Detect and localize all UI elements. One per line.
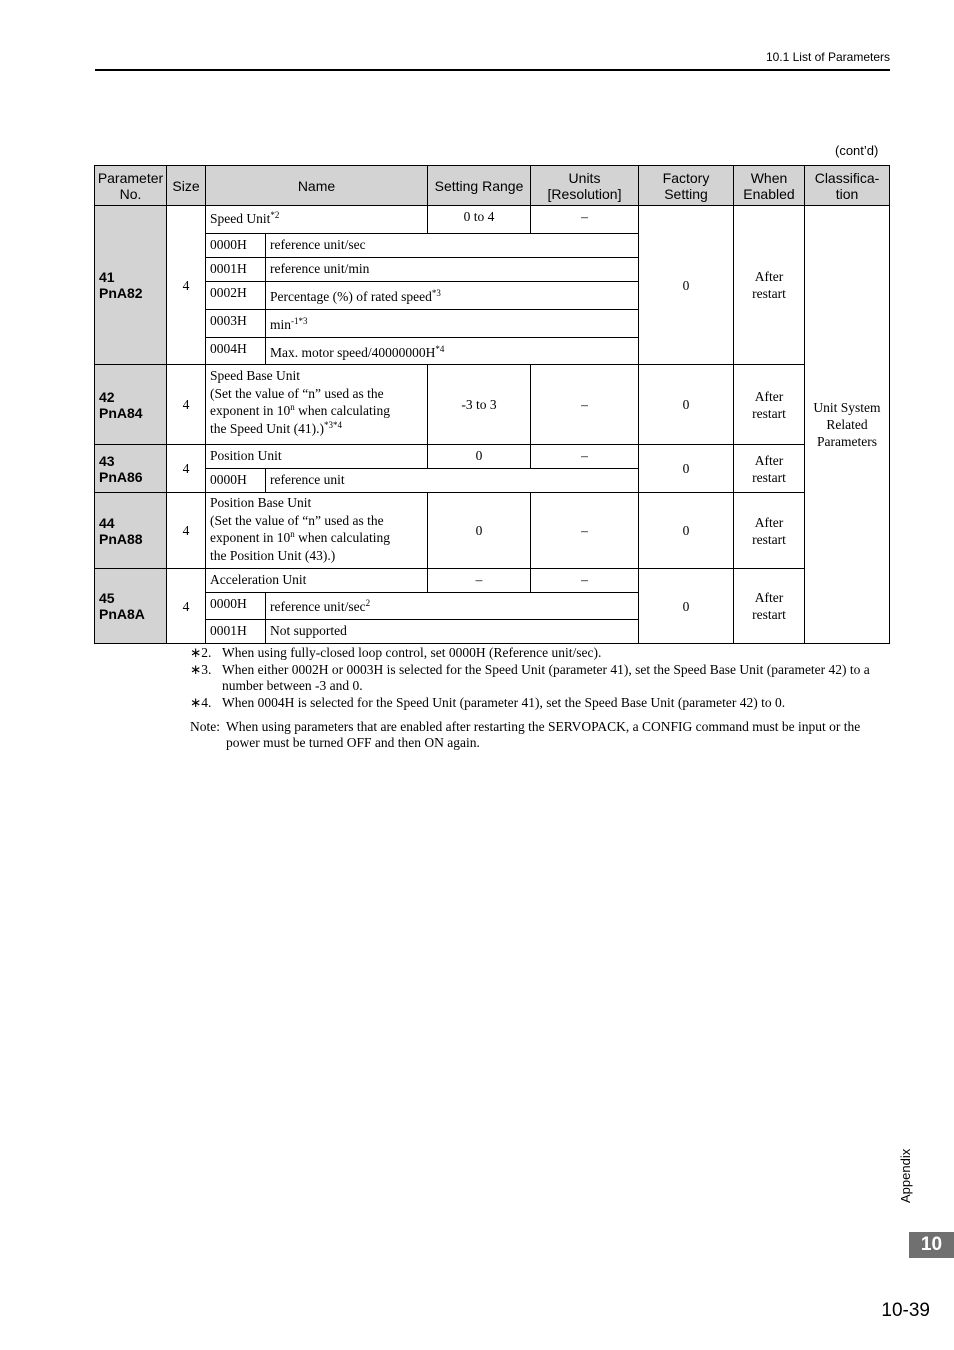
param-number: 42 bbox=[99, 388, 115, 405]
classification-line: Unit System bbox=[813, 400, 881, 415]
when-line: After bbox=[754, 514, 784, 530]
option-code-text: 0000H bbox=[210, 472, 247, 487]
size-43 bbox=[166, 444, 206, 493]
note-mark: Note: bbox=[190, 719, 220, 734]
name-line bbox=[210, 529, 427, 547]
chapter-tab: 10 bbox=[909, 1232, 954, 1258]
param-code: PnA86 bbox=[99, 468, 143, 485]
units-44 bbox=[530, 492, 639, 569]
option-code-text: 0004H bbox=[210, 341, 247, 356]
name-text: the Speed Unit (41).) bbox=[210, 420, 324, 436]
name-line: the Position Unit (43).) bbox=[210, 547, 336, 563]
option-desc bbox=[265, 233, 639, 258]
option-code bbox=[205, 309, 266, 338]
header-rule bbox=[95, 69, 890, 71]
col-header-size bbox=[166, 165, 206, 206]
option-desc bbox=[265, 468, 639, 493]
option-desc-text: reference unit/sec bbox=[270, 599, 366, 614]
option-desc bbox=[265, 257, 639, 282]
footnote-4 bbox=[190, 695, 890, 711]
factory-value: 0 bbox=[682, 523, 690, 538]
footnote-mark: ∗3. bbox=[190, 662, 212, 677]
footnote-ref: *4 bbox=[435, 344, 445, 354]
when-line: restart bbox=[752, 469, 786, 485]
range-value: 0 bbox=[475, 448, 483, 463]
name-text: exponent in 10 bbox=[210, 403, 291, 418]
size-value: 4 bbox=[182, 397, 190, 412]
name-line bbox=[210, 402, 427, 420]
footnote-text: When either 0002H or 0003H is selected for the Speed Unit (parameter 41), set the Speed Base Unit (parameter 42) to a number between -3 and 0. bbox=[222, 662, 870, 693]
col-header-line: Setting Range bbox=[434, 177, 524, 194]
when-41 bbox=[733, 205, 805, 365]
units-value: – bbox=[581, 572, 588, 587]
factory-42 bbox=[638, 364, 734, 445]
size-45 bbox=[166, 568, 206, 644]
size-value: 4 bbox=[182, 461, 190, 476]
exponent: 2 bbox=[365, 598, 371, 608]
range-43 bbox=[427, 444, 531, 469]
units-value: – bbox=[581, 397, 588, 412]
when-line: After bbox=[754, 590, 784, 605]
when-42 bbox=[733, 364, 805, 445]
range-41 bbox=[427, 205, 531, 234]
footnote-2 bbox=[190, 645, 890, 661]
param-code: PnA88 bbox=[99, 530, 143, 547]
size-value: 4 bbox=[182, 523, 190, 538]
classification-line: Parameters bbox=[817, 434, 877, 449]
name-41 bbox=[205, 205, 428, 234]
factory-value: 0 bbox=[682, 598, 690, 614]
name-42 bbox=[205, 364, 428, 445]
option-desc bbox=[265, 337, 639, 365]
col-header-when-enabled bbox=[733, 165, 805, 206]
when-line: restart bbox=[752, 405, 786, 421]
option-code bbox=[205, 281, 266, 310]
name-line: Position Base Unit bbox=[210, 495, 312, 510]
param-no-42 bbox=[94, 364, 167, 445]
units-value: – bbox=[581, 523, 588, 538]
name-text: exponent in 10 bbox=[210, 530, 291, 545]
col-header-line: tion bbox=[835, 185, 859, 202]
footnote-ref: -1*3 bbox=[291, 316, 308, 326]
param-code: PnA84 bbox=[99, 404, 143, 421]
range-value: 0 to 4 bbox=[463, 209, 495, 224]
option-code bbox=[205, 468, 266, 493]
col-header-line: Units bbox=[568, 169, 601, 186]
option-code bbox=[205, 619, 266, 644]
col-header-line: No. bbox=[119, 185, 142, 202]
continued-label: (cont’d) bbox=[835, 143, 879, 158]
name-line: (Set the value of “n” used as the bbox=[210, 385, 384, 401]
factory-45 bbox=[638, 568, 734, 644]
option-code-text: 0001H bbox=[210, 623, 247, 638]
name-43 bbox=[205, 444, 428, 469]
option-desc bbox=[265, 592, 639, 620]
units-42 bbox=[530, 364, 639, 445]
when-line: restart bbox=[752, 286, 786, 301]
option-code bbox=[205, 233, 266, 258]
param-code: PnA82 bbox=[99, 285, 143, 301]
name-line: Speed Base Unit bbox=[210, 368, 300, 383]
when-line: After bbox=[754, 269, 784, 284]
col-header-line: [Resolution] bbox=[547, 185, 622, 202]
size-42 bbox=[166, 364, 206, 445]
size-41 bbox=[166, 205, 206, 365]
when-45 bbox=[733, 568, 805, 644]
option-desc bbox=[265, 309, 639, 338]
option-desc bbox=[265, 619, 639, 644]
param-number: 43 bbox=[99, 452, 115, 469]
footnote-ref: *3*4 bbox=[323, 419, 342, 430]
range-value: – bbox=[475, 572, 483, 587]
param-name: Speed Unit bbox=[210, 211, 271, 226]
units-value: – bbox=[581, 209, 588, 224]
option-desc-text: Percentage (%) of rated speed bbox=[270, 289, 432, 304]
factory-41 bbox=[638, 205, 734, 365]
param-no-43 bbox=[94, 444, 167, 493]
range-45 bbox=[427, 568, 531, 593]
param-code: PnA8A bbox=[99, 606, 145, 622]
col-header-line: Classifica- bbox=[814, 169, 880, 186]
col-header-param-no bbox=[94, 165, 167, 206]
param-no-45 bbox=[94, 568, 167, 644]
option-desc-text: reference unit/min bbox=[270, 261, 370, 276]
param-number: 45 bbox=[99, 590, 115, 606]
units-41 bbox=[530, 205, 639, 234]
factory-value: 0 bbox=[682, 461, 690, 476]
option-code-text: 0000H bbox=[210, 237, 247, 252]
col-header-line: Enabled bbox=[743, 185, 795, 202]
name-line bbox=[210, 420, 427, 438]
param-number: 41 bbox=[99, 269, 115, 285]
name-text: when calculating bbox=[294, 403, 390, 418]
col-header-line: Name bbox=[297, 177, 336, 194]
col-header-line: Setting bbox=[664, 185, 708, 202]
units-value: – bbox=[581, 448, 588, 463]
when-line: After bbox=[754, 388, 784, 404]
col-header-units bbox=[530, 165, 639, 206]
col-header-setting-range bbox=[427, 165, 531, 206]
option-desc bbox=[265, 281, 639, 310]
name-text: when calculating bbox=[294, 530, 390, 545]
option-code bbox=[205, 592, 266, 620]
footnote-3 bbox=[190, 662, 890, 694]
exponent: n bbox=[290, 529, 295, 539]
col-header-name bbox=[205, 165, 428, 206]
col-header-line: Size bbox=[172, 177, 200, 194]
when-44 bbox=[733, 492, 805, 569]
col-header-factory-setting bbox=[638, 165, 734, 206]
option-desc-text: min bbox=[270, 317, 292, 332]
note bbox=[190, 719, 890, 751]
when-43 bbox=[733, 444, 805, 493]
size-44 bbox=[166, 492, 206, 569]
parameter-table bbox=[94, 165, 890, 644]
when-line: After bbox=[754, 452, 784, 468]
range-value: -3 to 3 bbox=[461, 397, 497, 412]
footnote-text: When using fully-closed loop control, set 0000H (Reference unit/sec). bbox=[222, 645, 602, 660]
factory-44 bbox=[638, 492, 734, 569]
size-value: 4 bbox=[182, 277, 190, 293]
name-line: (Set the value of “n” used as the bbox=[210, 512, 384, 528]
option-code-text: 0000H bbox=[210, 596, 247, 611]
range-value: 0 bbox=[475, 523, 483, 538]
footnote-mark: ∗2. bbox=[190, 645, 212, 660]
running-header: 10.1 List of Parameters bbox=[765, 50, 890, 64]
note-text: When using parameters that are enabled after restarting the SERVOPACK, a CONFIG command must be input or the power must be turned OFF and then ON again. bbox=[226, 719, 861, 750]
factory-value: 0 bbox=[682, 397, 690, 412]
col-header-line: Factory bbox=[662, 169, 710, 186]
param-number: 44 bbox=[99, 514, 115, 531]
option-code bbox=[205, 257, 266, 282]
col-header-classification bbox=[804, 165, 890, 206]
col-header-line: When bbox=[750, 169, 788, 186]
footnotes bbox=[190, 645, 890, 751]
col-header-line: Parameter bbox=[97, 169, 164, 186]
param-name: Acceleration Unit bbox=[210, 572, 307, 587]
exponent: n bbox=[290, 402, 295, 412]
name-45 bbox=[205, 568, 428, 593]
size-value: 4 bbox=[182, 598, 190, 614]
footnote-text: When 0004H is selected for the Speed Unit (parameter 41), set the Speed Base Unit (parameter 42) to 0. bbox=[222, 695, 786, 710]
factory-value: 0 bbox=[682, 277, 690, 293]
footnote-ref: *2 bbox=[270, 210, 280, 220]
option-code-text: 0003H bbox=[210, 313, 247, 328]
factory-43 bbox=[638, 444, 734, 493]
option-desc-text: Max. motor speed/40000000H bbox=[270, 345, 436, 360]
when-line: restart bbox=[752, 531, 786, 547]
option-code-text: 0001H bbox=[210, 261, 247, 276]
option-desc-text: reference unit bbox=[270, 472, 345, 487]
classification-cell bbox=[804, 205, 890, 644]
classification-line: Related bbox=[826, 417, 868, 432]
param-name: Position Unit bbox=[210, 448, 282, 463]
param-no-44 bbox=[94, 492, 167, 569]
param-no-41 bbox=[94, 205, 167, 365]
range-42 bbox=[427, 364, 531, 445]
option-code-text: 0002H bbox=[210, 285, 247, 300]
footnote-ref: *3 bbox=[431, 288, 441, 298]
units-43 bbox=[530, 444, 639, 469]
when-line: restart bbox=[752, 607, 786, 622]
appendix-side-label: Appendix bbox=[898, 1148, 913, 1203]
name-44 bbox=[205, 492, 428, 569]
footnote-mark: ∗4. bbox=[190, 695, 212, 710]
units-45 bbox=[530, 568, 639, 593]
option-desc-text: reference unit/sec bbox=[270, 237, 366, 252]
option-code bbox=[205, 337, 266, 365]
range-44 bbox=[427, 492, 531, 569]
page-number: 10-39 bbox=[881, 1300, 930, 1321]
option-desc-text: Not supported bbox=[270, 623, 347, 638]
